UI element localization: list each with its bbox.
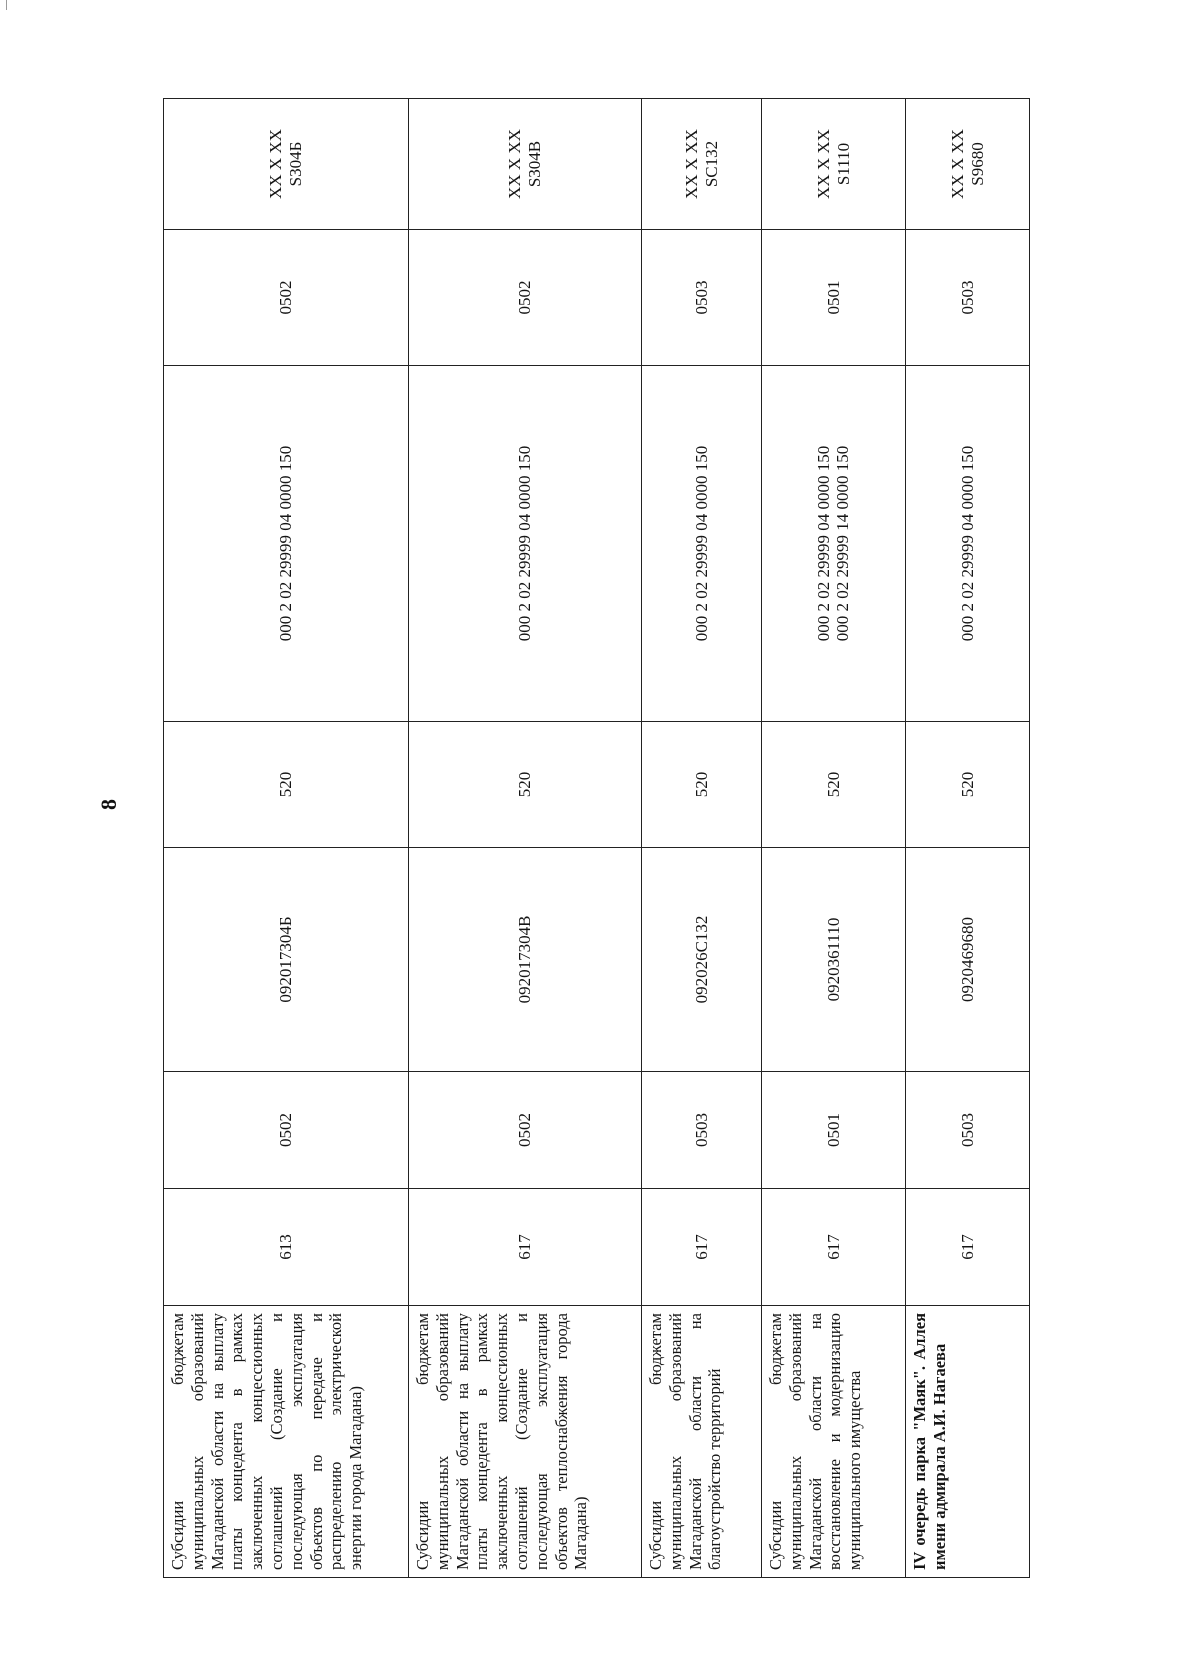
row-kd-line: 000 2 02 29999 04 0000 150 [957,445,977,642]
row-rzpr2: 0501 [762,230,906,366]
row-kd [642,366,762,722]
row-rzpr: 0502 [164,1072,409,1189]
row-grbs: 617 [409,1189,642,1306]
row-kd-line: 000 2 02 29999 14 0000 150 [832,445,852,642]
row-kd [409,366,642,722]
row-csr: 0920469680 [906,848,1030,1072]
table-row [906,99,1030,1578]
row-rzpr: 0503 [642,1072,762,1189]
row-name: Субсидии бюджетам муниципальных образований Магаданской области на выплату платы концедента в рамках заключенных концессионных соглашений (Создание и последующая эксплуатация объектов по передаче и распределению электрической энергии города Магадана) [164,1306,409,1578]
row-kd-line: 000 2 02 29999 04 0000 150 [691,445,711,642]
row-rzpr: 0502 [409,1072,642,1189]
table-row [642,99,762,1578]
table-row [762,99,906,1578]
row-rzpr2: 0502 [164,230,409,366]
row-vr: 520 [762,722,906,848]
page-number: 8 [96,799,121,810]
table-row [409,99,642,1578]
row-code: XX X XX S1110 [762,99,906,230]
row-vr: 520 [906,722,1030,848]
row-name: Субсидии бюджетам муниципальных образований Магаданской области на выплату платы концедента в рамках заключенных концессионных соглашений (Создание и последующая эксплуатация объектов теплоснабжения города Магадана) [409,1306,642,1578]
row-kd [164,366,409,722]
row-kd-line: 000 2 02 29999 04 0000 150 [813,445,833,642]
row-vr: 520 [642,722,762,848]
row-vr: 520 [409,722,642,848]
row-grbs: 617 [762,1189,906,1306]
row-code: XX X XX SC132 [642,99,762,230]
row-vr: 520 [164,722,409,848]
row-csr: 0920361110 [762,848,906,1072]
row-csr: 092026С132 [642,848,762,1072]
row-rzpr2: 0503 [642,230,762,366]
corner-mark [6,0,11,10]
row-grbs: 617 [906,1189,1030,1306]
row-name: IV очередь парка "Маяк". Аллея имени адмирала А.И. Нагаева [906,1306,1030,1578]
rotated-table-wrapper [163,99,1029,1578]
row-kd-line: 000 2 02 29999 04 0000 150 [276,445,295,642]
row-rzpr2: 0503 [906,230,1030,366]
row-kd [762,366,906,722]
row-code: XX X XX S304Б [164,99,409,230]
row-grbs: 613 [164,1189,409,1306]
row-csr: 092017304В [409,848,642,1072]
row-kd [906,366,1030,722]
row-name: Субсидии бюджетам муниципальных образований Магаданской области на благоустройство территорий [642,1306,762,1578]
row-code: XX X XX S9680 [906,99,1030,230]
table-row [164,99,409,1578]
budget-table [163,98,1030,1578]
row-name: Субсидии бюджетам муниципальных образований Магаданской области на восстановление и модернизацию муниципального имущества [762,1306,906,1578]
row-rzpr: 0503 [906,1072,1030,1189]
row-rzpr2: 0502 [409,230,642,366]
row-kd-line: 000 2 02 29999 04 0000 150 [515,445,534,642]
row-rzpr: 0501 [762,1072,906,1189]
row-grbs: 617 [642,1189,762,1306]
row-csr: 092017304Б [164,848,409,1072]
row-code: XX X XX S304В [409,99,642,230]
